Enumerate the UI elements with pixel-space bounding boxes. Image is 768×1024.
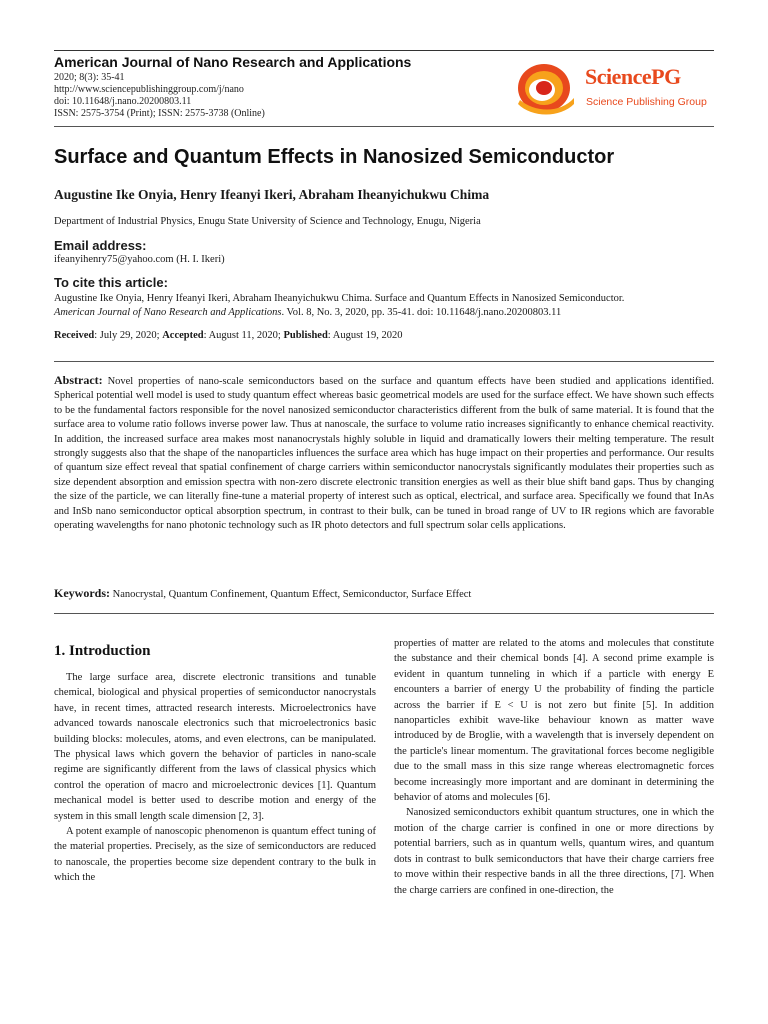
intro-paragraph: A potent example of nanoscopic phenomenon is quantum effect tuning of the material properties. Precisely, as the size of semiconductors are reduced to nanoscale, the properties become size dependent contrary to the bulk in which the [54, 826, 376, 884]
published-date: : August 19, 2020 [327, 330, 403, 341]
doi-line: doi: 10.11648/j.nano.20200803.11 [54, 96, 192, 107]
volume-line: 2020; 8(3): 35-41 [54, 72, 125, 83]
email-heading: Email address: [54, 238, 147, 253]
citation-text [54, 292, 714, 320]
right-column [394, 636, 714, 898]
citation-line-2 [54, 306, 714, 320]
journal-url[interactable]: http://www.sciencepublishinggroup.com/j/nano [54, 84, 244, 95]
intro-paragraph: properties of matter are related to the atoms and molecules that constitute the substance and their chemical bonds [4]. A second prime example is evident in quantum tunneling in which if a particle with energy E encounters a barrier of energy U the probability of finding the particle across the barrier if E < U is not zero but finite [5]. In addition nanoparticles exhibit wave-like behaviour known as matter wave introduced by de Broglie, with a wavelength that is inversely dependent on the particle's linear momentum. The gravitational forces become negligible due to the small mass in this size range whereas electromagnetic forces become increasingly more important and are dominant in determining the behavior of atoms and molecules [6]. [394, 638, 714, 804]
left-column [54, 670, 376, 886]
sciencepg-logo [514, 60, 714, 116]
citation-line-1: Augustine Ike Onyia, Henry Ifeanyi Ikeri, Abraham Iheanyichukwu Chima. Surface and Quantum Effects in Nanosized Semiconductor. [54, 293, 625, 304]
journal-title: American Journal of Nano Research and Applications [54, 54, 412, 70]
abstract-label: Abstract: [54, 373, 103, 387]
publication-dates [54, 330, 402, 341]
keywords-text: Nanocrystal, Quantum Confinement, Quantum Effect, Semiconductor, Surface Effect [112, 589, 472, 600]
keywords-label: Keywords: [54, 586, 110, 600]
paper-title: Surface and Quantum Effects in Nanosized Semiconductor [54, 146, 615, 168]
citation-details: . Vol. 8, No. 3, 2020, pp. 35-41. doi: 10.11648/j.nano.20200803.11 [281, 307, 562, 318]
accepted-label: Accepted [162, 330, 204, 341]
received-date: : July 29, 2020; [94, 330, 163, 341]
citation-journal: American Journal of Nano Research and Applications [54, 307, 282, 318]
issn-line: ISSN: 2575-3754 (Print); ISSN: 2575-3738 (Online) [54, 108, 265, 119]
sciencepg-swirl-icon [514, 60, 578, 116]
affiliation: Department of Industrial Physics, Enugu State University of Science and Technology, Enugu, Nigeria [54, 216, 481, 227]
published-label: Published [283, 330, 328, 341]
intro-paragraph: Nanosized semiconductors exhibit quantum structures, one in which the motion of the charge carrier is confined in one or more directions by potential barriers, such as in quantum wells, quantum wires, and quantum dots in contrast to bulk semiconductors that have their charge carriers free to move within their respective bands in all the three directions, [7]. When the charge carriers are confined in one-direction, the [394, 807, 714, 896]
section-heading-introduction: 1. Introduction [54, 643, 151, 659]
abstract-divider [54, 361, 714, 362]
accepted-date: : August 11, 2020; [203, 330, 284, 341]
top-divider [54, 50, 714, 51]
abstract-text: Novel properties of nano-scale semiconductors based on the surface and quantum effects have been studied and applications identified. Spherical potential well model is used to study quantum effect whereas basic geometrical models are used for the surface effect. We have shown such effects to be the fundamental factors responsible for the novel nanosized semiconductor characteristics different from the bulk of same material. It is found that the surface area to volume ratio follows inverse power law. Thus at nanoscale, the surface to volume ratio increases significantly to enhance chemical reactivity. In addition, the increased surface area makes most nananocrystals highly soluble in liquid and dramatically lowers their melting temperature. The result strongly suggests also that the shape of the nanoparticles influences the surface area which has huge impact on their properties and performance. Our results of quantum size effect reveal that spatial confinement of charge carriers within semiconductor nanocrystals significantly modulates their properties such as size dependent absorption and emission spectra with non-zero discrete electronic transition energies as well as their blue shift band gaps. Thus by changing the size of the particle, we can literally fine-tune a material property of interest such as optical, electrical, and surface area. Specifically we found that InAs and InSb nano semiconductor optical absorption spectrum, in contrast to their bulk, can be tuned in broad range of UV to IR regions which are favorable operating wavelengths for nano photonic technology such as IR photo detectors and full spectrum solar cells applications. [54, 376, 715, 532]
received-label: Received [54, 330, 95, 341]
body-divider [54, 613, 714, 614]
keywords [54, 586, 714, 601]
email-address[interactable]: ifeanyihenry75@yahoo.com (H. I. Ikeri) [54, 254, 225, 265]
logo-name: SciencePG [585, 64, 681, 89]
intro-paragraph: The large surface area, discrete electronic transitions and tunable chemical, biological and physical properties of semiconductor nanocrystals have, in recent times, attracted research interests. Microelectronics have advanced towards nanoscale electronics such that microelectronics basic building blocks: molecules, atoms, and even electrons, can be manipulated. The physical laws which govern the behavior of particles in nano-scale regime are significantly different from the laws of classical physics which control the operation of macro and microelectronic devices [1]. Quantum mechanical model is better used to describe motion and energy of the system in this small length scale dimension [2, 3]. [54, 672, 376, 822]
journal-meta [54, 72, 265, 120]
header-divider [54, 126, 714, 127]
authors: Augustine Ike Onyia, Henry Ifeanyi Ikeri, Abraham Iheanyichukwu Chima [54, 187, 490, 202]
logo-subtitle: Science Publishing Group [586, 96, 707, 108]
abstract [54, 373, 714, 533]
citation-heading: To cite this article: [54, 275, 168, 290]
